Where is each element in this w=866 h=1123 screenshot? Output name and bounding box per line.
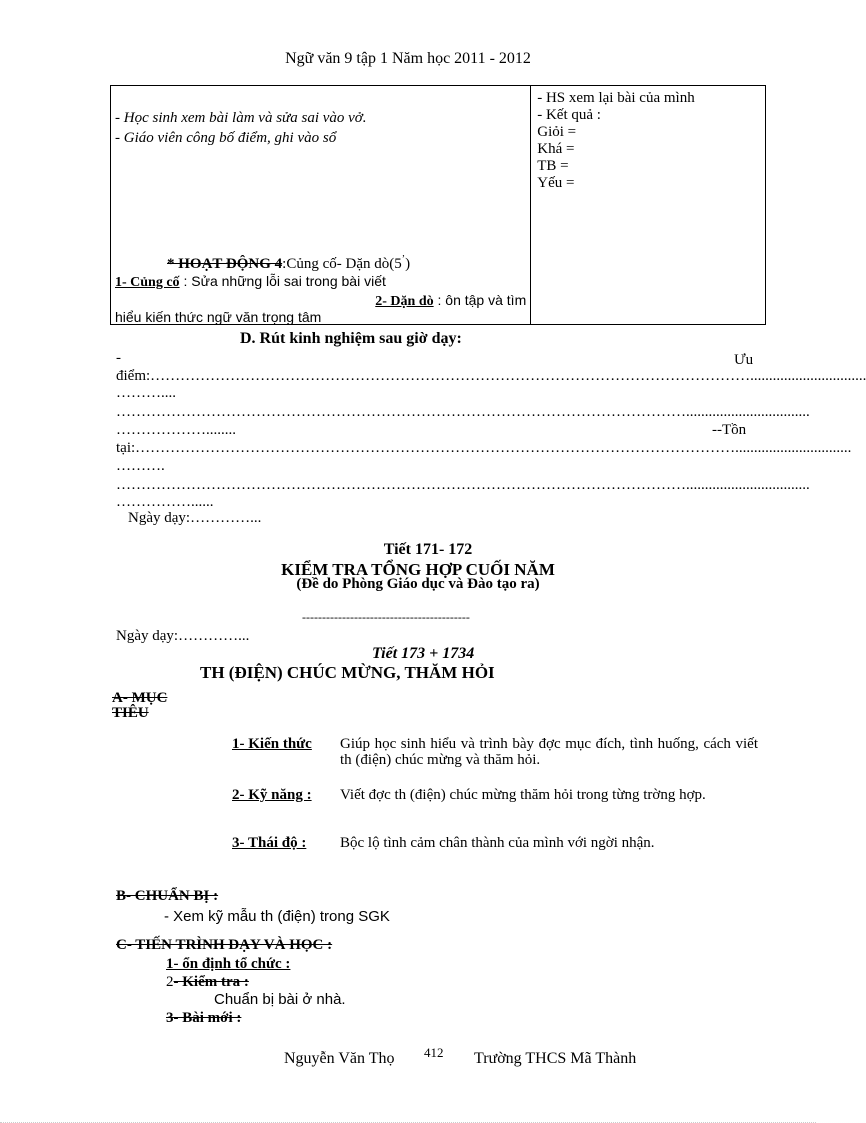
muc-tieu-b: TIÊU — [112, 705, 149, 721]
rkn-ton: --Tồn — [712, 422, 747, 438]
ngay-day-2: Ngày dạy:…………... — [116, 628, 250, 644]
right-line-2: - Kết quả : — [537, 107, 601, 123]
rkn-dash: - — [116, 350, 121, 366]
tiet-171-title: Tiết 171- 172 — [383, 541, 473, 558]
rkn-ngay-day: Ngày dạy:…………... — [128, 510, 262, 526]
objective-key-3: 3- Thái độ : — [232, 835, 307, 851]
tiet-173-heading: TH (ĐIỆN) CHÚC MỪNG, THĂM HỎI — [200, 663, 495, 682]
cung-co-label: 1- Củng cố — [115, 275, 180, 290]
rkn-dots-2: ……….... — [116, 385, 176, 401]
result-yeu: Yếu = — [537, 175, 575, 191]
left-line-2: - Giáo viên công bố điểm, ghi vào sổ — [115, 130, 337, 146]
rkn-dots-3: ……………………………………………………………………………………………………................................. — [116, 404, 810, 420]
dan-do-label: 2- Dặn dò — [375, 294, 434, 309]
hoat-dong-4 — [167, 254, 410, 273]
objective-key-1: 1- Kiến thức — [232, 736, 312, 752]
hoat-dong-4-close: ) — [405, 256, 411, 272]
rkn-dots-7: ……………………………………………………………………………………………………................................. — [116, 477, 810, 493]
hoat-dong-4-label: * HOẠT ĐỘNG 4 — [167, 256, 283, 272]
kiem-tra-text: Chuẩn bị bài ở nhà. — [214, 991, 346, 1008]
kiem-tra-prefix: 2 — [166, 974, 174, 990]
chuan-bi-title: B- CHUẨN BỊ : — [116, 888, 219, 904]
cung-co — [115, 273, 386, 291]
dan-do-text: : ôn tập và tìm — [433, 292, 527, 308]
activity-right-cell — [531, 86, 766, 325]
result-tb: TB = — [537, 158, 569, 174]
footer-school: Trường THCS Mã Thành — [474, 1050, 637, 1067]
objectives-row-3 — [232, 835, 758, 852]
objective-value-1: Giúp học sinh hiểu và trình bày đợc mục đích, tình huống, cách viết th (điện) chúc mừng và thăm hỏi. — [340, 736, 758, 768]
result-kha: Khá = — [537, 141, 575, 157]
rkn-tai-line — [116, 440, 852, 457]
rkn-diem-line — [116, 368, 866, 385]
hoat-dong-4-text: :Củng cố- Dặn dò(5 — [282, 256, 402, 272]
footer-author: Nguyễn Văn Thọ — [284, 1050, 395, 1067]
left-line-1: - Học sinh xem bài làm và sửa sai vào vở. — [115, 110, 367, 126]
rkn-tai-label: tại: — [116, 440, 136, 456]
activity-table — [110, 85, 766, 325]
page-header: Ngữ văn 9 tập 1 Năm học 2011 - 2012 — [285, 50, 531, 67]
kiem-tra-label: - Kiểm tra : — [173, 974, 249, 990]
tiet-171-subtitle: (Đề do Phòng Giáo dục và Đào tạo ra) — [296, 576, 540, 592]
right-line-1: - HS xem lại bài của mình — [537, 90, 695, 106]
rkn-dots-4: ………………........ — [116, 422, 236, 438]
tiet-171-heading: KIỂM TRA TỔNG HỢP CUỐI NĂM — [281, 560, 555, 579]
bai-moi: 3- Bài mới : — [166, 1010, 242, 1026]
tiet-173-title: Tiết 173 + 1734 — [372, 645, 475, 662]
objective-value-2: Viết đợc th (điện) chúc mừng thăm hỏi trong từng trờng hợp. — [340, 787, 706, 803]
chuan-bi-item: - Xem kỹ mẫu th (điện) trong SGK — [164, 908, 390, 925]
objectives-row-2 — [232, 787, 758, 804]
rkn-uu: Ưu — [734, 352, 754, 368]
separator: ------------------------------------------ — [302, 610, 470, 624]
hoat-dong-4-sup: ’ — [401, 254, 406, 265]
rkn-dots-1: …………………………………………………………………………………………………………............................... — [150, 368, 866, 384]
result-gioi: Giỏi = — [537, 124, 577, 140]
dan-do-cont: hiểu kiến thức ngữ văn trọng tâm — [115, 309, 322, 325]
kiem-tra — [166, 974, 249, 991]
cung-co-text: : Sửa những lỗi sai trong bài viết — [179, 273, 386, 289]
rkn-diem-label: điểm: — [116, 368, 151, 384]
on-dinh: 1- ổn định tổ chức : — [166, 956, 291, 972]
objectives-row-1 — [232, 736, 758, 768]
rkn-dots-5: …………………………………………………………………………………………………………............................... — [135, 440, 852, 456]
rut-kinh-nghiem-title: D. Rút kinh nghiệm sau giờ dạy: — [240, 330, 462, 347]
objective-key-2: 2- Kỹ năng : — [232, 787, 312, 803]
rkn-dots-6: ………. — [116, 458, 165, 474]
dan-do — [375, 292, 526, 310]
activity-left-cell — [111, 86, 531, 325]
rkn-dots-8: ……………...... — [116, 494, 214, 510]
objective-value-3: Bộc lộ tình cảm chân thành của mình với ngời nhận. — [340, 835, 655, 851]
footer-page-number: 412 — [424, 1045, 444, 1060]
tien-trinh-title: C- TIẾN TRÌNH DẠY VÀ HỌC : — [116, 937, 333, 953]
muc-tieu-a: A- MỤC — [112, 690, 168, 706]
